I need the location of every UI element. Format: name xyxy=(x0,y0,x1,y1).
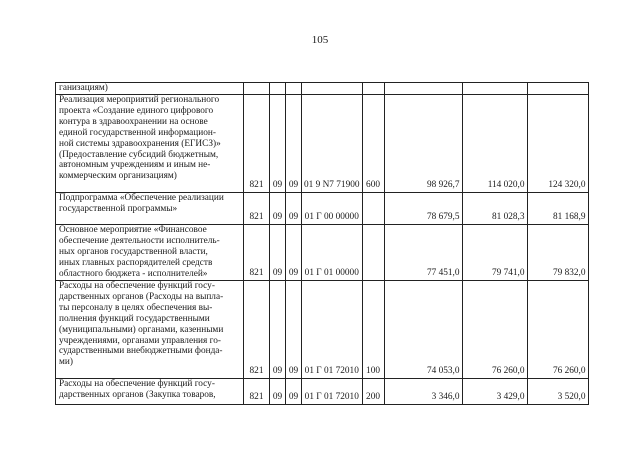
amount-year2-cell: 79 741,0 xyxy=(462,225,527,281)
subsection-cell: 09 xyxy=(286,379,302,405)
amount-year1-cell: 77 451,0 xyxy=(384,225,462,281)
target-article-cell: 01 Г 00 00000 xyxy=(302,193,363,225)
budget-table xyxy=(55,82,589,405)
row-description: Реализация мероприятий регионального проекта «Создание единого цифрового контура в здравоохранении на основе единой государственной информацион- ной системы здравоохранения (ЕГИСЗ)» (Предоставление субсидий бюджетным, автономным учреждениям и иным не- коммерческим организациям) xyxy=(59,95,221,182)
admin-code-cell xyxy=(244,83,270,95)
target-article-cell: 01 Г 01 72010 xyxy=(302,379,363,405)
admin-code-cell: 821 xyxy=(244,379,270,405)
amount-year3-cell: 76 260,0 xyxy=(527,281,588,379)
admin-code-cell: 821 xyxy=(244,281,270,379)
amount-year3-cell xyxy=(527,83,588,95)
amount-year2-cell: 3 429,0 xyxy=(462,379,527,405)
amount-year1-cell xyxy=(384,83,462,95)
amount-year2-cell: 76 260,0 xyxy=(462,281,527,379)
row-description: Расходы на обеспечение функций госу- дарственных органов (Расходы на выпла- ты персоналу в целях обеспечения вы- полнения функций государственными (муниципальными) органами, казенными учреждениями, органами управления го- сударственными внебюджетными фонда- ми) xyxy=(59,281,224,368)
expense-type-cell: 200 xyxy=(362,379,384,405)
admin-code-cell: 821 xyxy=(244,95,270,193)
admin-code-cell: 821 xyxy=(244,225,270,281)
section-cell: 09 xyxy=(270,225,286,281)
expense-type-cell xyxy=(362,83,384,95)
subsection-cell: 09 xyxy=(286,281,302,379)
subsection-cell xyxy=(286,83,302,95)
table-body xyxy=(56,83,589,405)
subsection-cell: 09 xyxy=(286,193,302,225)
expense-type-cell xyxy=(362,193,384,225)
target-article-cell: 01 Г 01 00000 xyxy=(302,225,363,281)
row-description-cell xyxy=(56,225,244,281)
row-description-cell xyxy=(56,281,244,379)
target-article-cell: 01 9 N7 71900 xyxy=(302,95,363,193)
row-description-cell xyxy=(56,379,244,405)
target-article-cell: 01 Г 01 72010 xyxy=(302,281,363,379)
table-row xyxy=(56,379,589,405)
table-row xyxy=(56,281,589,379)
expense-type-cell: 600 xyxy=(362,95,384,193)
table-row xyxy=(56,95,589,193)
amount-year2-cell: 114 020,0 xyxy=(462,95,527,193)
amount-year3-cell: 3 520,0 xyxy=(527,379,588,405)
table-row xyxy=(56,83,589,95)
row-description-cell xyxy=(56,83,244,95)
section-cell: 09 xyxy=(270,95,286,193)
row-description: ганизациям) xyxy=(59,83,108,93)
section-cell: 09 xyxy=(270,193,286,225)
section-cell: 09 xyxy=(270,281,286,379)
amount-year3-cell: 124 320,0 xyxy=(527,95,588,193)
row-description-cell xyxy=(56,95,244,193)
row-description-cell xyxy=(56,193,244,225)
amount-year2-cell: 81 028,3 xyxy=(462,193,527,225)
row-description: Основное мероприятие «Финансовое обеспечение деятельности исполнитель- ных органов государственной власти, иных главных распорядителей средств областного бюджета - исполнителей» xyxy=(59,225,220,279)
amount-year3-cell: 79 832,0 xyxy=(527,225,588,281)
admin-code-cell: 821 xyxy=(244,193,270,225)
amount-year1-cell: 3 346,0 xyxy=(384,379,462,405)
row-description: Подпрограмма «Обеспечение реализации государственной программы» xyxy=(59,193,224,214)
expense-type-cell xyxy=(362,225,384,281)
subsection-cell: 09 xyxy=(286,95,302,193)
subsection-cell: 09 xyxy=(286,225,302,281)
amount-year1-cell: 74 053,0 xyxy=(384,281,462,379)
amount-year1-cell: 98 926,7 xyxy=(384,95,462,193)
target-article-cell xyxy=(302,83,363,95)
amount-year2-cell xyxy=(462,83,527,95)
amount-year3-cell: 81 168,9 xyxy=(527,193,588,225)
section-cell xyxy=(270,83,286,95)
row-description: Расходы на обеспечение функций госу- дарственных органов (Закупка товаров, xyxy=(59,379,216,400)
amount-year1-cell: 78 679,5 xyxy=(384,193,462,225)
expense-type-cell: 100 xyxy=(362,281,384,379)
table-row xyxy=(56,193,589,225)
section-cell: 09 xyxy=(270,379,286,405)
page-number: 105 xyxy=(311,34,329,46)
table-row xyxy=(56,225,589,281)
